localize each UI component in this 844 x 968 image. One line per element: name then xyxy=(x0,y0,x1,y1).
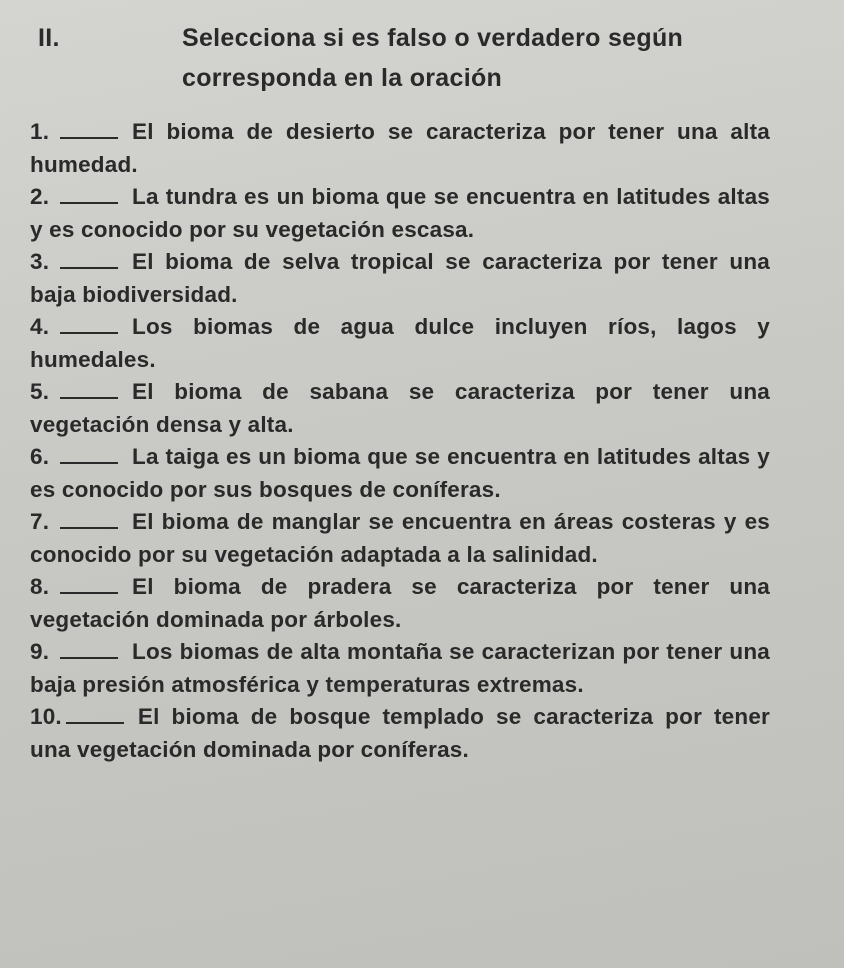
question-number: 8. xyxy=(30,574,50,599)
question-item xyxy=(30,311,770,376)
answer-blank[interactable] xyxy=(60,444,118,464)
question-text: Los biomas de agua dulce incluyen ríos, lagos y humedales. xyxy=(30,314,770,372)
answer-blank[interactable] xyxy=(60,249,118,269)
section-title-line1: Selecciona si es falso o verdadero según xyxy=(182,24,684,52)
question-item xyxy=(30,181,770,246)
question-item xyxy=(30,246,770,311)
question-number: 3. xyxy=(30,249,50,274)
question-number: 7. xyxy=(30,509,50,534)
question-number: 2. xyxy=(30,184,50,209)
question-text: El bioma de selva tropical se caracteriza por tener una baja biodiversidad. xyxy=(30,249,770,307)
question-item xyxy=(30,636,770,701)
question-text: El bioma de desierto se caracteriza por tener una alta humedad. xyxy=(30,119,770,177)
question-item xyxy=(30,376,770,441)
question-item xyxy=(30,116,770,181)
question-item xyxy=(30,701,770,766)
question-number: 1. xyxy=(30,119,50,144)
question-text: Los biomas de alta montaña se caracterizan por tener una baja presión atmosférica y temperaturas extremas. xyxy=(30,639,770,697)
question-number: 5. xyxy=(30,379,50,404)
answer-blank[interactable] xyxy=(60,184,118,204)
question-item xyxy=(30,571,770,636)
question-text: La taiga es un bioma que se encuentra en latitudes altas y es conocido por sus bosques de coníferas. xyxy=(30,444,770,502)
section-title-line2: corresponda en la oración xyxy=(182,64,503,92)
answer-blank[interactable] xyxy=(60,119,118,139)
answer-blank[interactable] xyxy=(66,704,124,724)
question-item xyxy=(30,506,770,571)
answer-blank[interactable] xyxy=(60,639,118,659)
question-number: 10. xyxy=(30,704,62,729)
answer-blank[interactable] xyxy=(60,574,118,594)
question-text: El bioma de manglar se encuentra en áreas costeras y es conocido por su vegetación adaptada a la salinidad. xyxy=(30,509,770,567)
question-number: 4. xyxy=(30,314,50,339)
question-number: 9. xyxy=(30,639,50,664)
section-numeral: II. xyxy=(38,24,60,52)
question-item xyxy=(30,441,770,506)
question-text: El bioma de sabana se caracteriza por tener una vegetación densa y alta. xyxy=(30,379,770,437)
answer-blank[interactable] xyxy=(60,509,118,529)
question-text: El bioma de pradera se caracteriza por tener una vegetación dominada por árboles. xyxy=(30,574,770,632)
question-text: La tundra es un bioma que se encuentra en latitudes altas y es conocido por su vegetación escasa. xyxy=(30,184,770,242)
answer-blank[interactable] xyxy=(60,314,118,334)
answer-blank[interactable] xyxy=(60,379,118,399)
question-number: 6. xyxy=(30,444,50,469)
question-list xyxy=(30,116,770,766)
question-text: El bioma de bosque templado se caracteriza por tener una vegetación dominada por coníferas. xyxy=(30,704,770,762)
